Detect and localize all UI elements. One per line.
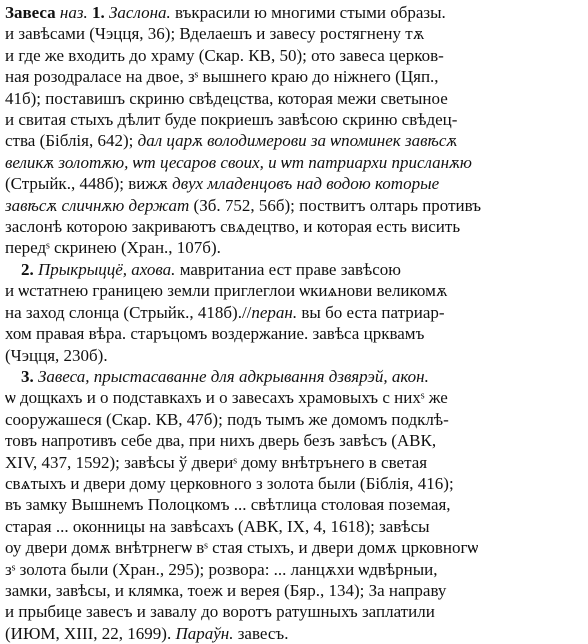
italic-text: великѫ золотѫю, ѡт цесаров своих, и ѡт патриархи присланѫю — [5, 152, 472, 172]
text-run: въ замку Вышнемъ Полоцкомъ ... свѣтлица столовая поземая, — [5, 495, 451, 515]
text-run: хом правая вѣра. старъцомъ воздержание. завѣса црквамъ — [5, 324, 425, 344]
text-line — [5, 195, 584, 216]
text-line — [5, 409, 584, 430]
text-line — [5, 302, 584, 323]
text-run: (Зб. 752, 56б); поствитъ олтарь противъ — [189, 195, 481, 215]
text-line — [5, 259, 584, 280]
text-run: на заход слонца (Стрыйк., 418б).// — [5, 302, 252, 322]
text-run: и свитая стыхъ дѣлит буде покриешъ завѣсою скриню свѣдец- — [5, 110, 458, 130]
text-line — [5, 623, 584, 644]
text-line — [5, 345, 584, 366]
text-line — [5, 66, 584, 87]
italic-text: Завеса, прыстасаванне для адкрывання дзвярэй, акон. — [38, 366, 429, 386]
text-run: XIV, 437, 1592); завѣсы ў двериˢ дому внѣтрънего в светая — [5, 452, 428, 472]
text-run: (Чэцця, 230б). — [5, 345, 108, 365]
text-run: 41б); поставишъ скриню свѣдецства, которая межи светыное — [5, 88, 448, 108]
text-line — [5, 280, 584, 301]
text-run: и где же входить до храму (Скар. КВ, 50); ото завеса церков- — [5, 45, 444, 65]
text-line — [5, 2, 584, 23]
text-run: (ИЮМ, XIII, 22, 1699). — [5, 623, 176, 643]
text-run: сооружашеся (Скар. КВ, 47б); подъ тымъ же домомъ подклѣ- — [5, 409, 449, 429]
text-line — [5, 109, 584, 130]
text-run: ѡ дощкахъ и о подставкахъ и о завесахъ храмовыхъ с нихˢ же — [5, 388, 448, 408]
text-line — [5, 494, 584, 515]
italic-text: завѣсѫ сличнѫю держат — [5, 195, 190, 215]
italic-text: ѫ двух младенцовъ над водою которые — [157, 174, 440, 194]
text-line — [5, 516, 584, 537]
text-run: ства (Біблія, 642); — [5, 131, 138, 151]
text-line — [5, 237, 584, 258]
text-run: и прыбице завесъ и завалу до воротъ ратушныхъ заплатили — [5, 602, 435, 622]
text-line — [5, 323, 584, 344]
text-run: вы бо еста патриар- — [297, 302, 445, 322]
bold-text: 3. — [21, 366, 34, 386]
sense-3-paragraph — [5, 366, 584, 644]
text-line — [5, 473, 584, 494]
italic-text: Прыкрыццё, ахова. — [38, 259, 176, 279]
text-run: завесъ. — [233, 623, 289, 643]
sense-2-paragraph — [5, 259, 584, 366]
text-run: мавританиа ест праве завѣсою — [175, 259, 401, 279]
text-line — [5, 430, 584, 451]
text-run: зˢ золота были (Хран., 295); розвора: ... ланцѫхи ѡдвѣрныи, — [5, 559, 438, 579]
text-run: замки, завѣсы, и клямка, тоеж и верея (Бяр., 134); За направу — [5, 580, 447, 600]
text-run: и ѡстатнею границею земли приглеглои ѡкиѧнови великомѫ — [5, 281, 448, 301]
text-line — [5, 601, 584, 622]
text-run: въкрасили ю многими стыми образы. — [170, 3, 446, 22]
text-run: старая ... оконницы на завѣсахъ (АВК, IX, 4, 1618); завѣсы — [5, 516, 430, 536]
text-line — [5, 452, 584, 473]
text-run: товъ напротивъ себе два, при нихъ дверь безъ завѣсъ (АВК, — [5, 431, 437, 451]
italic-text: Параўн. — [175, 623, 234, 643]
italic-text: наз. — [59, 3, 88, 22]
text-run: и завѣсами (Чэцця, 36); Вделаешъ и завесу ростягнену тѫ — [5, 24, 425, 44]
text-line — [5, 173, 584, 194]
text-run: оу двери домѫ внѣтрнегѡ вˢ стая стыхъ, и двери домѫ црковногѡ — [5, 538, 479, 558]
text-line — [5, 537, 584, 558]
bold-text: 1. — [92, 3, 105, 22]
text-line — [5, 580, 584, 601]
bold-text: 2. — [21, 259, 34, 279]
text-run: виж — [128, 174, 158, 194]
text-line — [5, 23, 584, 44]
text-line — [5, 387, 584, 408]
text-run: (Стрыйк., 448б); — [5, 174, 129, 194]
text-run: ная розодраласе на двое, зˢ вышнего краю до ніжнего (Цяп., — [5, 67, 439, 87]
text-run: заслонѣ которою закриваютъ свѧдецтво, и которая есть висить — [5, 217, 461, 237]
text-line — [5, 88, 584, 109]
sense-1-paragraph — [5, 2, 584, 259]
text-line — [5, 559, 584, 580]
text-run: передˢ скринею (Хран., 107б). — [5, 238, 221, 258]
text-run: свѧтыхъ и двери дому церковного з золота были (Біблія, 416); — [5, 473, 454, 493]
italic-text: перан. — [251, 302, 298, 322]
bold-text: Завеса — [5, 3, 56, 22]
text-line — [5, 216, 584, 237]
text-line — [5, 130, 584, 151]
text-line — [5, 366, 584, 387]
italic-text: Заслона. — [109, 3, 171, 22]
text-line — [5, 45, 584, 66]
text-line — [5, 152, 584, 173]
italic-text: дал царѫ володимерови за ѡпоминек завѣсѫ — [137, 131, 458, 151]
